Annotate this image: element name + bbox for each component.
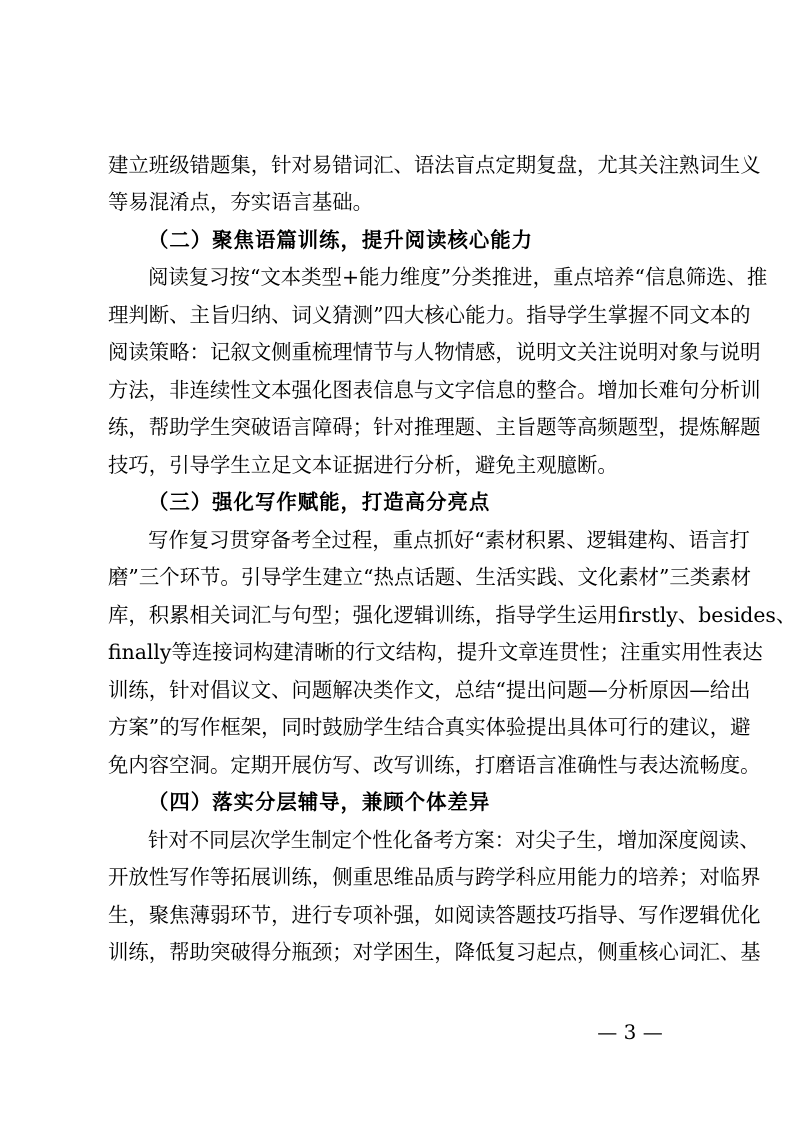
body-text-line: finally等连接词构建清晰的行文结构，提升文章连贯性；注重实用性表达: [108, 640, 763, 664]
section-heading-3: （三）强化写作赋能，打造高分亮点: [148, 490, 491, 514]
body-text-line: 阅读复习按“文本类型+能力维度”分类推进，重点培养“信息筛选、推: [148, 265, 768, 289]
body-text-line: 理判断、主旨归纳、词义猜测”四大核心能力。指导学生掌握不同文本的: [108, 303, 751, 327]
body-text-line: 建立班级错题集，针对易错词汇、语法盲点定期复盘，尤其关注熟词生义: [108, 153, 761, 177]
body-text-line: 免内容空洞。定期开展仿写、改写训练，打磨语言准确性与表达流畅度。: [108, 753, 761, 777]
body-text-line: 库，积累相关词汇与句型；强化逻辑训练，指导学生运用firstly、besides、: [108, 603, 796, 627]
body-text-line: 练，帮助学生突破语言障碍；针对推理题、主旨题等高频题型，提炼解题: [108, 415, 761, 439]
body-text-line: 开放性写作等拓展训练，侧重思维品质与跨学科应用能力的培养；对临界: [108, 865, 761, 889]
body-text-line: 技巧，引导学生立足文本证据进行分析，避免主观臆断。: [108, 453, 618, 477]
body-text-line: 生，聚焦薄弱环节，进行专项补强，如阅读答题技巧指导、写作逻辑优化: [108, 903, 761, 927]
body-text-line: 训练，针对倡议文、问题解决类作文，总结“提出问题—分析原因—给出: [108, 678, 751, 702]
section-heading-2: （二）聚焦语篇训练，提升阅读核心能力: [148, 228, 534, 252]
body-text-line: 方法，非连续性文本强化图表信息与文字信息的整合。增加长难句分析训: [108, 378, 761, 402]
body-text-line: 方案”的写作框架，同时鼓励学生结合真实体验提出具体可行的建议，避: [108, 715, 751, 739]
body-text-line: 阅读策略：记叙文侧重梳理情节与人物情感，说明文关注说明对象与说明: [108, 340, 761, 364]
body-text-line: 磨”三个环节。引导学生建立“热点话题、生活实践、文化素材”三类素材: [108, 565, 751, 589]
body-text-line: 针对不同层次学生制定个性化备考方案：对尖子生，增加深度阅读、: [148, 828, 760, 852]
page-number: — 3 —: [597, 1020, 663, 1044]
section-heading-4: （四）落实分层辅导，兼顾个体差异: [148, 790, 491, 814]
body-text-line: 训练，帮助突破得分瓶颈；对学困生，降低复习起点，侧重核心词汇、基: [108, 940, 761, 964]
body-text-line: 等易混淆点，夯实语言基础。: [108, 190, 374, 214]
body-text-line: 写作复习贯穿备考全过程，重点抓好“素材积累、逻辑建构、语言打: [148, 528, 750, 552]
